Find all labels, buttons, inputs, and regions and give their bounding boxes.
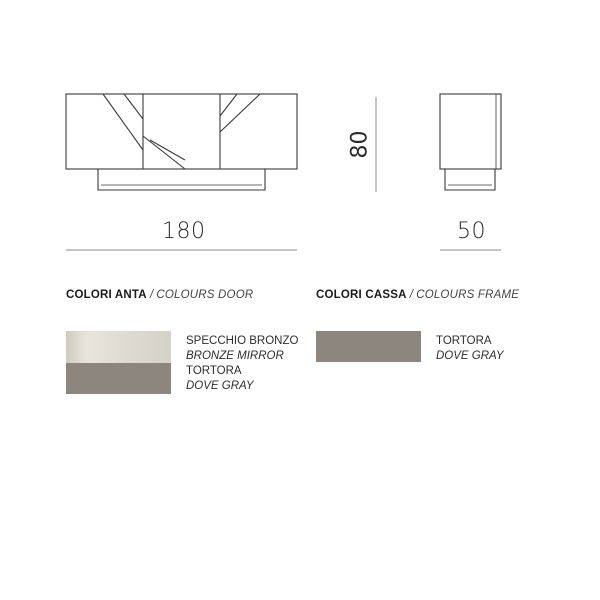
frame-colours-separator: / [409, 289, 413, 301]
frame-colours-heading-it: COLORI CASSA [316, 289, 407, 301]
frame-colour-1-label [436, 334, 504, 364]
frame-colours-heading [316, 289, 519, 301]
door-colour-2-name-it: TORTORA [186, 365, 242, 377]
door-colour-2-name-en: DOVE GRAY [186, 380, 254, 392]
door-colour-1-name-en: BRONZE MIRROR [186, 350, 284, 362]
width-dimension-label: 180 [162, 219, 206, 244]
swatch-dove-gray-frame [316, 331, 421, 362]
swatch-dove-gray-door [66, 363, 171, 394]
height-dimension-label: 80 [347, 130, 373, 159]
door-colours-heading-it: COLORI ANTA [66, 289, 147, 301]
side-body [440, 94, 501, 169]
left-door-pattern-2 [124, 94, 143, 119]
door-colours-separator: / [149, 289, 154, 301]
depth-dimension-label: 50 [457, 219, 486, 244]
center-door-pattern [143, 136, 185, 169]
frame-colour-1-name-it: TORTORA [436, 335, 492, 347]
door-colour-1-name-it: SPECCHIO BRONZO [186, 335, 299, 347]
door-colours-heading [66, 289, 253, 301]
side-view [440, 94, 501, 190]
door-colour-2-label [186, 364, 254, 394]
left-door-pattern [103, 94, 143, 150]
swatch-bronze-mirror [66, 331, 171, 363]
frame-colour-1-name-en: DOVE GRAY [436, 350, 504, 362]
door-colour-1-label [186, 334, 298, 364]
right-door-pattern [220, 94, 260, 132]
side-base-frame [445, 169, 495, 190]
door-colours-heading-en: COLOURS DOOR [156, 289, 254, 301]
front-view [66, 94, 297, 190]
right-door-pattern-2 [220, 94, 237, 116]
frame-colours-heading-en: COLOURS FRAME [416, 289, 520, 301]
center-door-pattern-2 [150, 140, 185, 160]
front-base-frame [98, 169, 265, 190]
